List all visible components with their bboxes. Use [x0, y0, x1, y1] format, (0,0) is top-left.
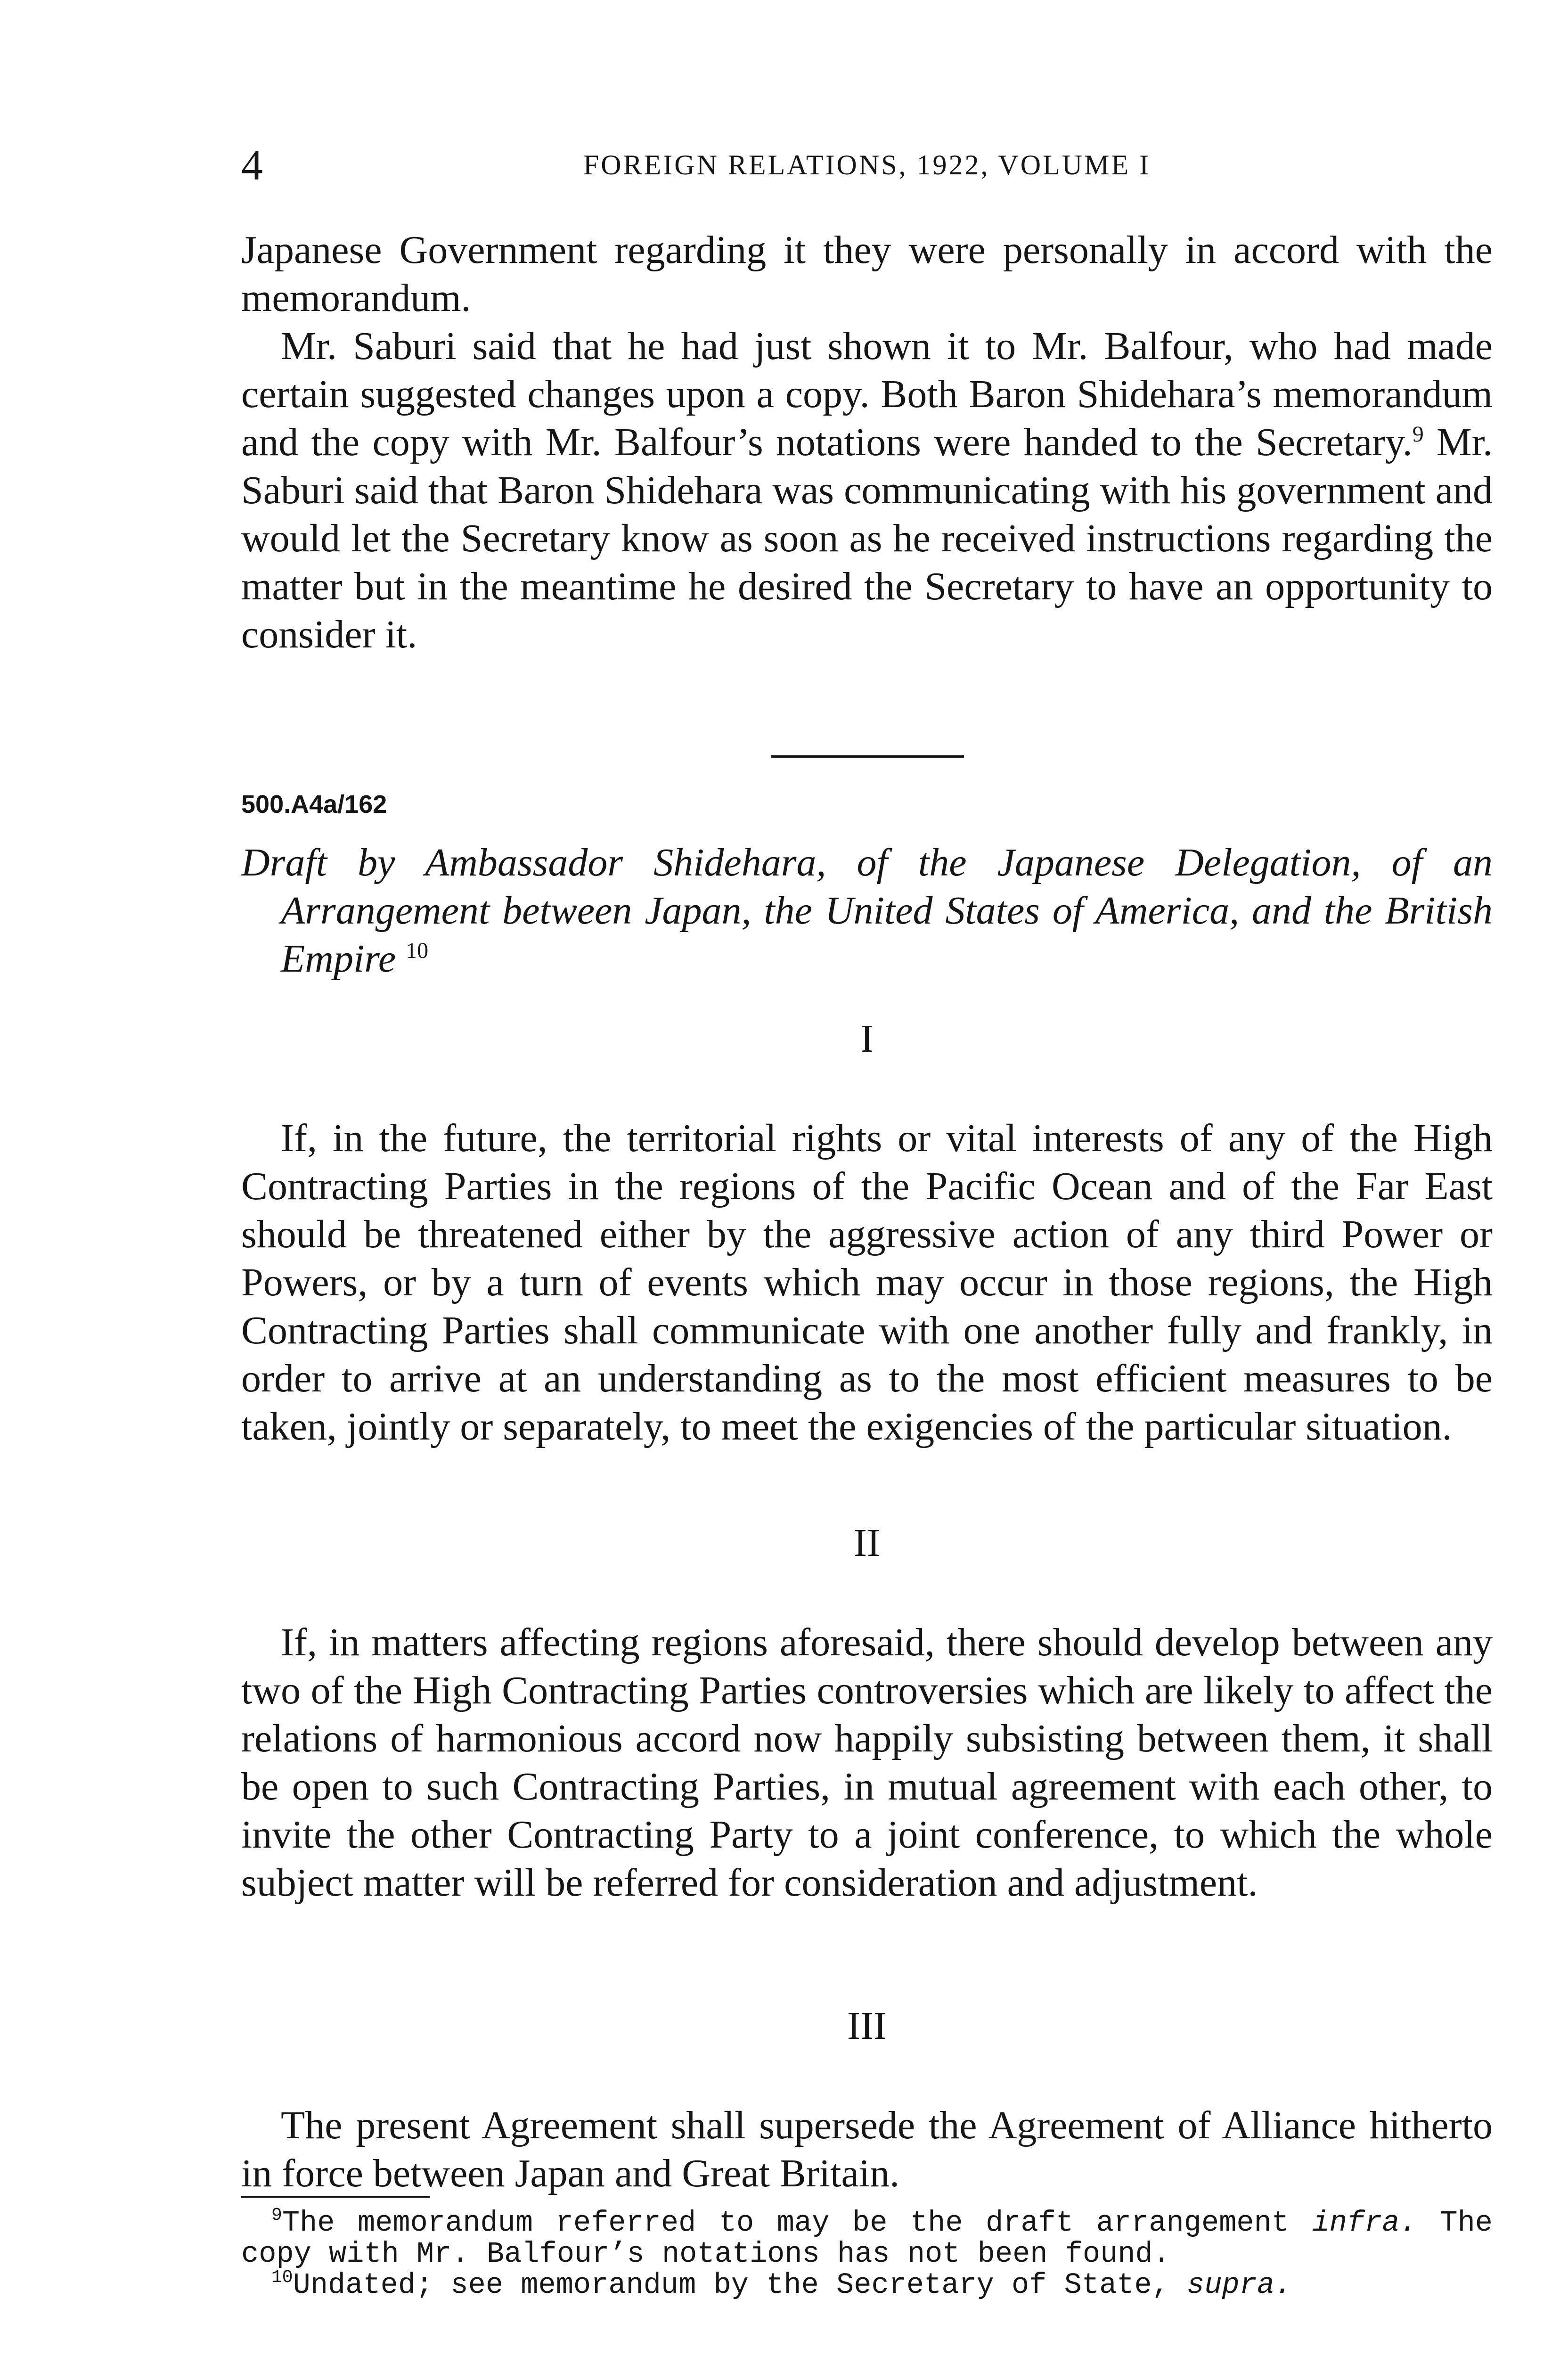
footnote-reference: 10	[406, 938, 429, 964]
section-heading: III	[847, 2004, 887, 2048]
document-title-text: Draft by Ambassador Shidehara, of the Japanese Delegation, of an Arrangement between Japan, the United States of America, and the British Empire	[241, 841, 1493, 981]
running-head	[241, 139, 1493, 191]
article-section	[241, 2003, 1493, 2198]
document-page	[241, 0, 1493, 2356]
footnote	[241, 2205, 1493, 2271]
footnote-reference: 9	[1412, 422, 1424, 447]
footnote	[241, 2267, 1493, 2302]
paragraph	[241, 322, 1493, 659]
footnotes	[241, 2205, 1493, 2302]
document-title	[241, 839, 1493, 983]
running-title: FOREIGN RELATIONS, 1922, VOLUME I	[583, 149, 1151, 180]
article-text: If, in the future, the territorial rights or vital interests of any of the High Contracting Parties in the regions of the Pacific Ocean and of the Far East should be threatened either by the aggressive action of any third Power or Powers, or by a turn of events which may occur in those regions, the High Contracting Parties shall communicate with one another fully and frankly, in order to arrive at an understanding as to the most efficient measures to be taken, jointly or separately, to meet the exigencies of the particular situation.	[241, 1116, 1493, 1448]
paragraph: Japanese Government regarding it they were personally in accord with the memorandum.	[241, 228, 1493, 320]
paragraph-text: Mr. Saburi said that Baron Shidehara was communicating with his government and would let the Secretary know as soon as he received instructions regarding the matter but in the meantime he desired the Secretary to have an opportunity to consider it.	[241, 420, 1493, 656]
section-heading: II	[854, 1521, 880, 1565]
footnote-divider	[241, 2196, 430, 2198]
footnote-emphasis: infra.	[1312, 2206, 1417, 2240]
footnote-text: Undated; see memorandum by the Secretary of State,	[293, 2268, 1187, 2302]
section-heading: I	[860, 1017, 874, 1061]
section-divider	[771, 755, 964, 758]
footnote-mark: 10	[271, 2267, 293, 2288]
footnote-text: The copy with Mr. Balfour’s notations has not been found.	[241, 2206, 1493, 2271]
article-text: If, in matters affecting regions aforesaid, there should develop between any two of the High Contracting Parties controversies which are likely to affect the relations of harmonious accord now happily subsisting between them, it shall be open to such Contracting Parties, in mutual agreement with each other, to invite the other Contracting Party to a joint conference, to which the whole subject matter will be referred for consideration and adjustment.	[241, 1620, 1493, 1905]
footnote-emphasis: supra.	[1187, 2268, 1292, 2302]
paragraph-text: Mr. Saburi said that he had just shown it to Mr. Balfour, who had made certain suggested changes upon a copy. Both Baron Shidehara’s memorandum and the copy with Mr. Balfour’s notations were handed to the Secretary.	[241, 324, 1493, 464]
article-section	[241, 1015, 1493, 1451]
article-text: The present Agreement shall supersede the Agreement of Alliance hitherto in force between Japan and Great Britain.	[241, 2103, 1493, 2195]
article-section	[241, 1520, 1493, 1907]
footnote-mark: 9	[271, 2205, 282, 2226]
footnote-text: The memorandum referred to may be the draft arrangement	[282, 2206, 1312, 2240]
document-heading	[241, 788, 1493, 983]
page-number: 4	[241, 141, 263, 189]
continuation-text	[241, 226, 1493, 659]
file-number: 500.A4a/162	[241, 790, 387, 818]
